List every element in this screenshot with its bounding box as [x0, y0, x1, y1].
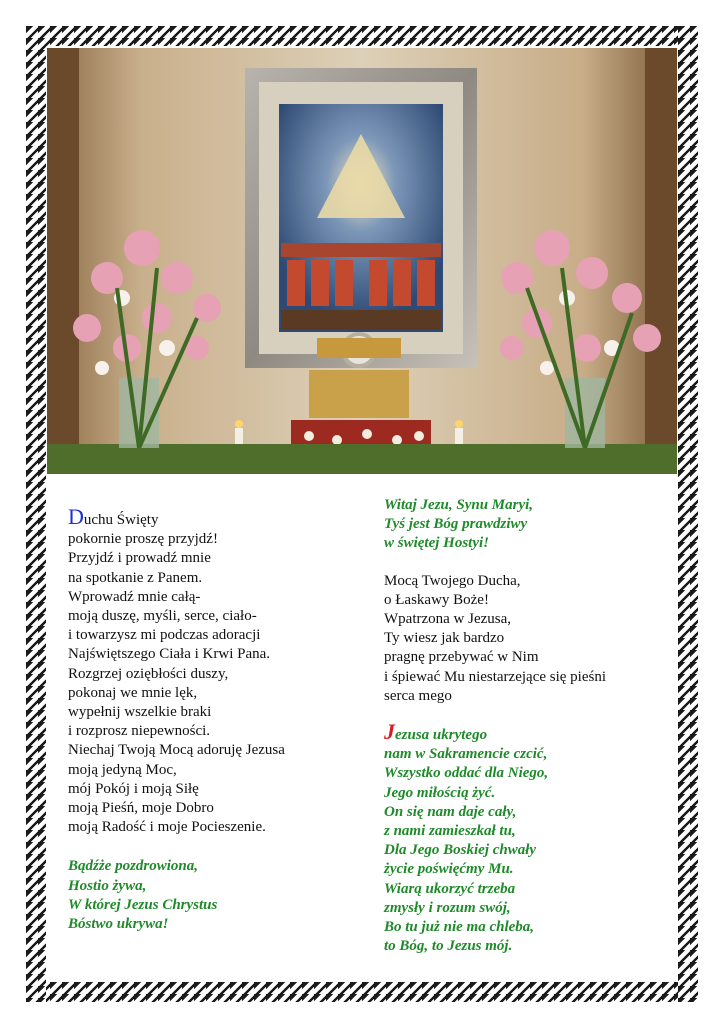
text-line: Niechaj Twoją Mocą adoruję Jezusa — [68, 742, 285, 759]
song-jezusa-ukrytego — [384, 745, 684, 956]
text-line: życie poświęćmy Mu. — [384, 861, 514, 878]
text-line: Wprowadź mnie całą- — [68, 588, 201, 605]
left-column — [68, 504, 368, 934]
text-line: Wszystko oddać dla Niego, — [384, 765, 549, 782]
text-line: moją duszę, myśli, serce, ciało- — [68, 608, 257, 625]
altar-photo — [47, 48, 677, 474]
text-line: pokonaj we mnie lęk, — [68, 684, 198, 701]
text-line: W której Jezus Chrystus — [68, 896, 218, 913]
text-line: Bóstwo ukrywa! — [68, 916, 169, 933]
text-line: Hostio żywa, — [68, 877, 147, 894]
text-line: Przyjdź i prowadź mnie — [68, 550, 211, 567]
text-line: i śpiewać Mu niestarzejące się pieśni — [384, 668, 606, 685]
prayer-first-line: Duchu Święty — [68, 504, 159, 529]
text-line: wypełnij wszelkie braki — [68, 704, 212, 721]
text-line: Wpatrzona w Jezusa, — [384, 611, 512, 628]
text-line: Bo tu już nie ma chleba, — [384, 919, 535, 936]
text-line: pokornie proszę przyjdź! — [68, 531, 218, 548]
text-line: Ty wiesz jak bardzo — [384, 630, 505, 647]
spirit-prayer — [384, 572, 684, 706]
decorative-border-bottom — [26, 982, 698, 1002]
text-line: Najświętszego Ciała i Krwi Pana. — [68, 646, 271, 663]
text-line: moją Pieśń, moje Dobro — [68, 800, 214, 817]
text-line: Mocą Twojego Ducha, — [384, 572, 521, 589]
text-line: On się nam daje cały, — [384, 803, 517, 820]
text-line: Dla Jego Boskiej chwały — [384, 842, 537, 859]
drop-cap-j: J — [384, 719, 395, 745]
text-line: zmysły i rozum swój, — [384, 899, 511, 916]
decorative-border-left — [26, 26, 46, 1002]
text-line: pragnę przebywać w Nim — [384, 649, 539, 666]
text-line: Tyś jest Bóg prawdziwy — [384, 516, 528, 533]
text-line: i towarzysz mi podczas adoracji — [68, 627, 261, 644]
holy-spirit-prayer — [68, 530, 368, 837]
drop-cap-d: D — [68, 504, 84, 529]
text-line: Rozgrzej oziębłości duszy, — [68, 665, 229, 682]
decorative-border-top — [26, 26, 698, 46]
text-line: nam w Sakramencie czcić, — [384, 746, 548, 763]
hymn-hostio — [68, 857, 368, 934]
greeting-verse — [384, 496, 684, 554]
text-line: serca mego — [384, 687, 452, 704]
text-line: Witaj Jezu, Synu Maryi, — [384, 497, 534, 513]
text-line: moją Radość i moje Pocieszenie. — [68, 819, 266, 836]
text-line: to Bóg, to Jezus mój. — [384, 938, 513, 955]
text-line: i rozprosz niepewności. — [68, 723, 211, 740]
text-line: Wiarą ukorzyć trzeba — [384, 880, 516, 897]
text-line: Jego miłością żyć. — [384, 784, 496, 801]
text-line: mój Pokój i moją Siłę — [68, 780, 199, 797]
text-line: o Łaskawy Boże! — [384, 591, 489, 608]
text-line: w świętej Hostyi! — [384, 535, 489, 552]
text-line: Bądźże pozdrowiona, — [68, 858, 199, 875]
right-column — [384, 496, 684, 956]
text-line: na spotkanie z Panem. — [68, 569, 203, 586]
text-line: z nami zamieszkał tu, — [384, 823, 516, 840]
song-first-line: Jezusa ukrytego — [384, 719, 488, 745]
text-line: moją jedyną Moc, — [68, 761, 177, 778]
